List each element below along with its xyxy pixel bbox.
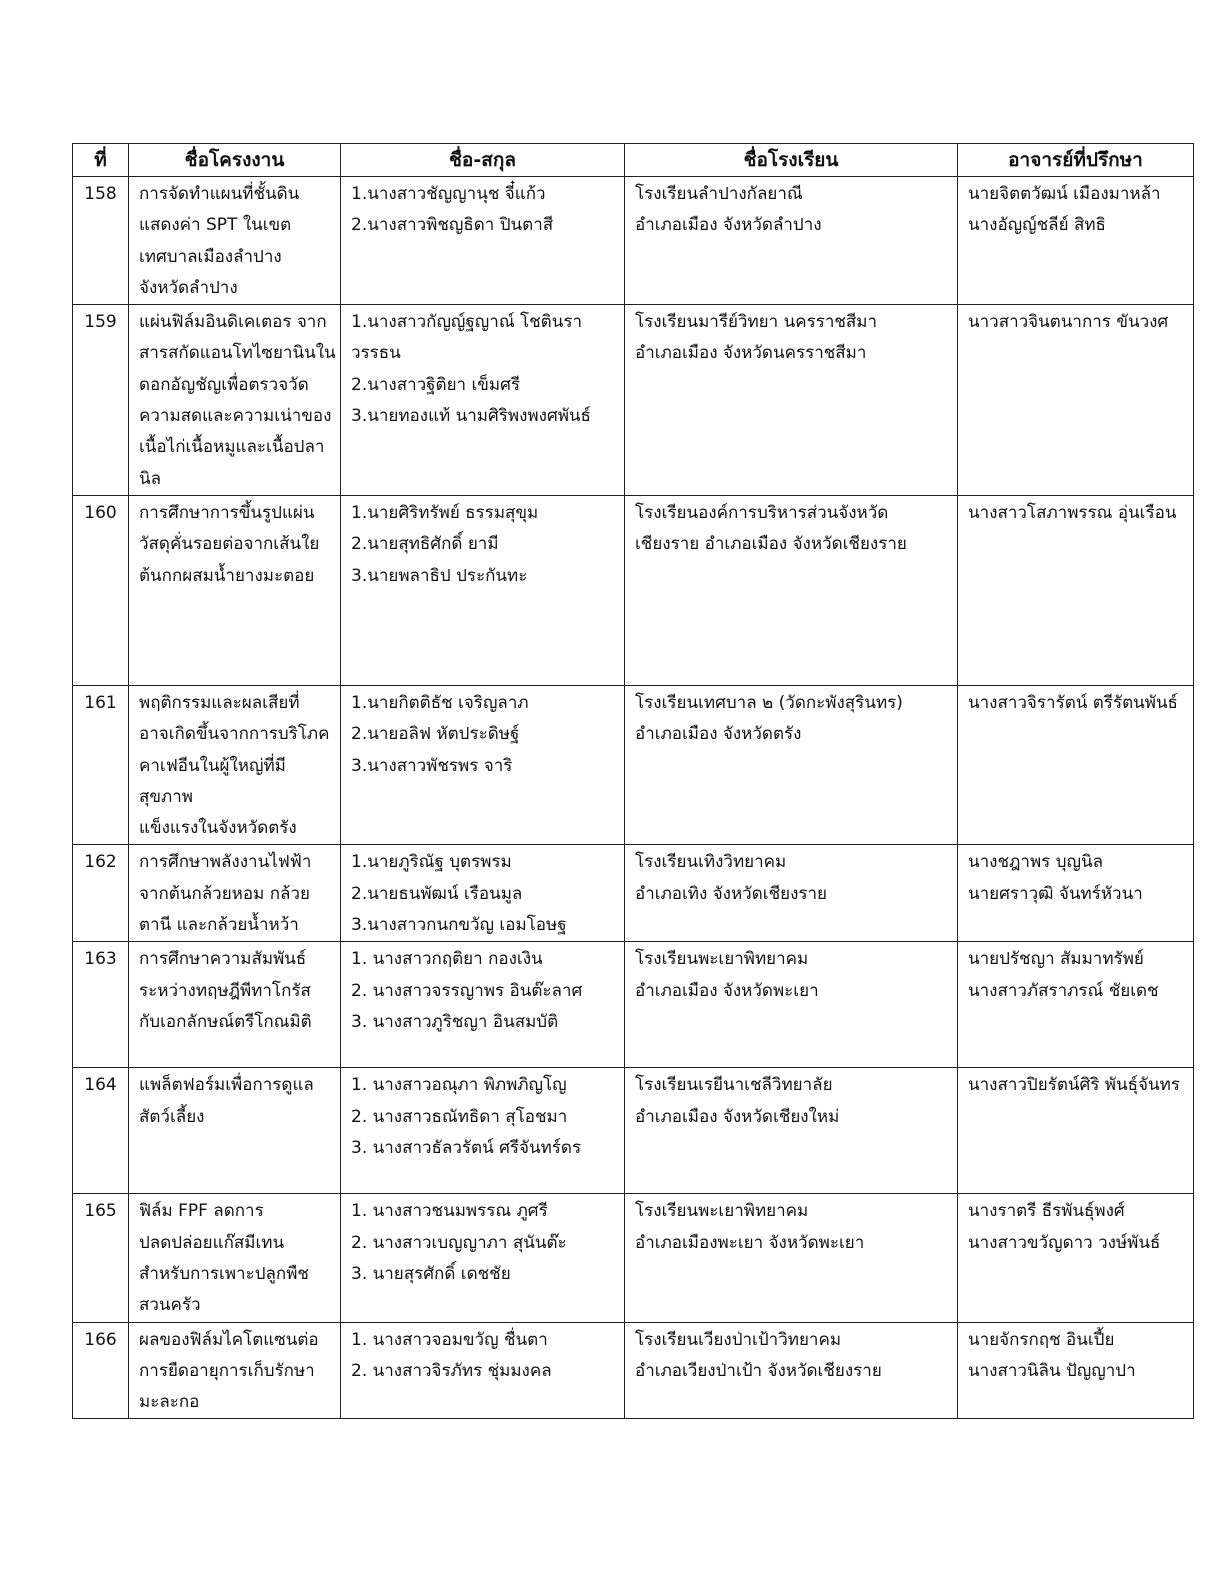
school-cell bbox=[625, 685, 958, 844]
project-line: แผ่นฟิล์มอินดิเคเตอร จาก bbox=[139, 312, 327, 333]
row-number: 166 bbox=[73, 1322, 129, 1419]
row-number: 158 bbox=[73, 177, 129, 305]
advisor-line: นาวสาวจินตนาการ ขันวงศ bbox=[968, 312, 1169, 333]
school-cell bbox=[625, 1322, 958, 1419]
names-line: 2. นางสาวจรรญาพร อินต๊ะลาศ bbox=[351, 980, 583, 1001]
row-number: 161 bbox=[73, 685, 129, 844]
school-cell bbox=[625, 177, 958, 305]
school-line: อำเภอเทิง จังหวัดเชียงราย bbox=[635, 883, 828, 904]
project-cell bbox=[129, 845, 341, 942]
project-line: พฤติกรรมและผลเสียที่ bbox=[139, 692, 300, 713]
names-line: 1.นายกิตติธัช เจริญลาภ bbox=[351, 692, 529, 713]
project-line: จังหวัดลำปาง bbox=[139, 277, 238, 298]
names-cell bbox=[341, 177, 625, 305]
table-row bbox=[73, 1322, 1194, 1419]
advisor-cell bbox=[958, 177, 1194, 305]
advisor-line: นางสาวภัสราภรณ์ ชัยเดช bbox=[968, 980, 1159, 1001]
table-row bbox=[73, 845, 1194, 942]
project-line: สัตว์เลี้ยง bbox=[139, 1106, 205, 1127]
names-line: 3.นายพลาธิป ประกันทะ bbox=[351, 565, 528, 586]
advisor-cell bbox=[958, 942, 1194, 1068]
table-body bbox=[73, 177, 1194, 1419]
school-line: เชียงราย อำเภอเมือง จังหวัดเชียงราย bbox=[635, 534, 907, 555]
project-cell bbox=[129, 1194, 341, 1322]
school-cell bbox=[625, 942, 958, 1068]
names-line: วรรธน bbox=[351, 343, 401, 364]
header-school: ชื่อโรงเรียน bbox=[625, 144, 958, 177]
project-line: ฟิล์ม FPF ลดการ bbox=[139, 1201, 264, 1222]
project-line: ผลของฟิล์มไคโตแซนต่อ bbox=[139, 1329, 319, 1350]
names-cell bbox=[341, 1194, 625, 1322]
school-line: โรงเรียนเทิงวิทยาคม bbox=[635, 852, 787, 873]
names-line: 1. นางสาวจอมขวัญ ชื่นตา bbox=[351, 1329, 548, 1350]
project-line: แข็งแรงในจังหวัดตรัง bbox=[139, 818, 297, 839]
project-cell bbox=[129, 1322, 341, 1419]
row-number: 160 bbox=[73, 495, 129, 685]
advisor-line: นายศราวุฒิ จันทร์หัวนา bbox=[968, 883, 1143, 904]
names-line: 2. นางสาวจิรภัทร ชุ่มมงคล bbox=[351, 1360, 552, 1381]
project-line: การศึกษาพลังงานไฟฟ้า bbox=[139, 852, 312, 873]
project-cell bbox=[129, 305, 341, 496]
project-line: กับเอกลักษณ์ตรีโกณมิติ bbox=[139, 1011, 312, 1032]
school-line: อำเภอเวียงป่าเป้า จังหวัดเชียงราย bbox=[635, 1360, 882, 1381]
project-line: นิล bbox=[139, 468, 162, 489]
names-line: 1.นางสาวชัญญานุช จี๋แก้ว bbox=[351, 184, 546, 204]
names-line: 2.นายสุทธิศักดิ์ ยามี bbox=[351, 534, 499, 555]
advisor-cell bbox=[958, 495, 1194, 685]
school-line: อำเภอเมือง จังหวัดเชียงใหม่ bbox=[635, 1106, 840, 1127]
project-line: ระหว่างทฤษฎีพีทาโกรัส bbox=[139, 980, 311, 1001]
project-line: อาจเกิดขึ้นจากการบริโภค bbox=[139, 724, 330, 745]
project-line: ดอกอัญชัญเพื่อตรวจวัด bbox=[139, 374, 309, 395]
school-line: โรงเรียนพะเยาพิทยาคม bbox=[635, 949, 809, 970]
project-line: เทศบาลเมืองลำปาง bbox=[139, 246, 282, 267]
header-advisor: อาจารย์ที่ปรึกษา bbox=[958, 144, 1194, 177]
school-cell bbox=[625, 1194, 958, 1322]
names-line: 2.นายธนพัฒน์ เรือนมูล bbox=[351, 883, 523, 904]
names-line: 2. นางสาวธณัทธิดา สุโอชมา bbox=[351, 1106, 568, 1127]
row-number: 165 bbox=[73, 1194, 129, 1322]
project-cell bbox=[129, 942, 341, 1068]
names-line: 3.นางสาวกนกขวัญ เอมโอษฐ bbox=[351, 915, 567, 936]
names-line: 3.นายทองแท้ นามศิริพงพงศพันธ์ bbox=[351, 406, 591, 427]
names-line: 3.นางสาวพัชรพร จาริ bbox=[351, 755, 513, 776]
advisor-cell bbox=[958, 845, 1194, 942]
project-cell bbox=[129, 1068, 341, 1194]
project-cell bbox=[129, 177, 341, 305]
names-line: 2.นางสาวพิชญธิดา ปินตาสี bbox=[351, 215, 554, 236]
row-number: 159 bbox=[73, 305, 129, 496]
project-cell bbox=[129, 685, 341, 844]
advisor-line: นางราตรี ธีรพันธุ์พงศ์ bbox=[968, 1201, 1125, 1222]
project-line: เนื้อไก่เนื้อหมูและเนื้อปลา bbox=[139, 437, 325, 458]
advisor-line: นายปรัชญา สัมมาทรัพย์ bbox=[968, 949, 1144, 970]
names-line: 2. นางสาวเบญญาภา สุนันต๊ะ bbox=[351, 1232, 567, 1253]
names-line: 1. นางสาวกฤติยา กองเงิน bbox=[351, 949, 543, 970]
project-line: จากต้นกล้วยหอม กล้วย bbox=[139, 883, 310, 904]
school-cell bbox=[625, 845, 958, 942]
advisor-line: นายจักรกฤช อินเปี้ย bbox=[968, 1329, 1115, 1350]
names-line: 1. นางสาวชนมพรรณ ภูศรี bbox=[351, 1201, 548, 1222]
names-line: 2.นายอลิฟ หัตประดิษฐ์ bbox=[351, 724, 520, 745]
names-cell bbox=[341, 685, 625, 844]
project-line: มะละกอ bbox=[139, 1392, 200, 1413]
school-line: อำเภอเมือง จังหวัดลำปาง bbox=[635, 215, 822, 236]
header-no: ที่ bbox=[73, 144, 129, 177]
project-cell bbox=[129, 495, 341, 685]
advisor-cell bbox=[958, 1068, 1194, 1194]
names-line: 1.นายภูริณัฐ บุตรพรม bbox=[351, 852, 512, 873]
advisor-line: นายจิตตวัฒน์ เมืองมาหล้า bbox=[968, 184, 1161, 204]
header-names: ชื่อ-สกุล bbox=[341, 144, 625, 177]
project-line: แสดงค่า SPT ในเขต bbox=[139, 215, 292, 236]
school-cell bbox=[625, 305, 958, 496]
names-cell bbox=[341, 1068, 625, 1194]
header-project: ชื่อโครงงาน bbox=[129, 144, 341, 177]
advisor-line: นางสาวขวัญดาว วงษ์พันธ์ bbox=[968, 1232, 1161, 1253]
project-line: คาเฟอีนในผู้ใหญ่ที่มี bbox=[139, 755, 286, 776]
project-line: ตานี และกล้วยน้ำหว้า bbox=[139, 915, 299, 936]
names-line: 2.นางสาวฐิติยา เข็มศรี bbox=[351, 374, 521, 395]
project-line: สำหรับการเพาะปลูกพืช bbox=[139, 1263, 309, 1284]
advisor-line: นางสาวนิลิน ปัญญาปา bbox=[968, 1360, 1136, 1381]
school-line: อำเภอเมืองพะเยา จังหวัดพะเยา bbox=[635, 1232, 865, 1253]
table-row bbox=[73, 942, 1194, 1068]
names-line: 1.นายศิริทรัพย์ ธรรมสุขุม bbox=[351, 502, 539, 523]
school-cell bbox=[625, 1068, 958, 1194]
advisor-cell bbox=[958, 685, 1194, 844]
school-line: โรงเรียนองค์การบริหารส่วนจังหวัด bbox=[635, 502, 889, 523]
names-cell bbox=[341, 1322, 625, 1419]
names-line: 3. นางสาวภูริชญา อินสมบัติ bbox=[351, 1011, 559, 1032]
school-cell bbox=[625, 495, 958, 685]
row-number: 163 bbox=[73, 942, 129, 1068]
project-line: วัสดุคั่นรอยต่อจากเส้นใย bbox=[139, 534, 320, 555]
row-number: 164 bbox=[73, 1068, 129, 1194]
table-row bbox=[73, 177, 1194, 305]
school-line: อำเภอเมือง จังหวัดนครราชสีมา bbox=[635, 343, 867, 364]
table-row bbox=[73, 305, 1194, 496]
project-line: การศึกษาความสัมพันธ์ bbox=[139, 949, 307, 970]
project-line: สุขภาพ bbox=[139, 786, 193, 807]
advisor-line: นางสาวจิรารัตน์ ตรีรัตนพันธ์ bbox=[968, 692, 1178, 713]
table-row bbox=[73, 685, 1194, 844]
names-cell bbox=[341, 305, 625, 496]
advisor-cell bbox=[958, 1322, 1194, 1419]
project-line: แพล็ตฟอร์มเพื่อการดูแล bbox=[139, 1075, 314, 1096]
advisor-cell bbox=[958, 305, 1194, 496]
school-line: อำเภอเมือง จังหวัดพะเยา bbox=[635, 980, 819, 1001]
names-cell bbox=[341, 495, 625, 685]
project-line: ปลดปล่อยแก๊สมีเทน bbox=[139, 1232, 285, 1253]
school-line: โรงเรียนเวียงป่าเป้าวิทยาคม bbox=[635, 1329, 842, 1350]
project-line: การจัดทำแผนที่ชั้นดิน bbox=[139, 184, 300, 204]
advisor-line: นางสาวปิยรัตน์ศิริ พันธุ์จันทร bbox=[968, 1075, 1180, 1096]
project-line: การศึกษาการขึ้นรูปแผ่น bbox=[139, 502, 315, 523]
names-line: 1. นางสาวอณุภา พิภพภิญโญ bbox=[351, 1075, 567, 1096]
header-row bbox=[73, 144, 1194, 177]
row-number: 162 bbox=[73, 845, 129, 942]
school-line: โรงเรียนพะเยาพิทยาคม bbox=[635, 1201, 809, 1222]
project-line: การยืดอายุการเก็บรักษา bbox=[139, 1360, 315, 1381]
advisor-line: นางชฎาพร บุญนิล bbox=[968, 852, 1104, 873]
projects-table bbox=[72, 143, 1194, 1419]
table-row bbox=[73, 1068, 1194, 1194]
advisor-line: นางอัญญ์ชลีย์ สิทธิ bbox=[968, 215, 1106, 236]
names-line: 3. นางสาวธัลวรัตน์ ศรีจันทร์ดร bbox=[351, 1137, 582, 1158]
project-line: สารสกัดแอนโทไซยานินใน bbox=[139, 343, 336, 364]
advisor-cell bbox=[958, 1194, 1194, 1322]
table-row bbox=[73, 1194, 1194, 1322]
project-line: ความสดและความเน่าของ bbox=[139, 406, 332, 427]
names-cell bbox=[341, 942, 625, 1068]
school-line: อำเภอเมือง จังหวัดตรัง bbox=[635, 724, 802, 745]
advisor-line: นางสาวโสภาพรรณ อุ่นเรือน bbox=[968, 502, 1177, 523]
names-line: 3. นายสุรศักดิ์ เดชชัย bbox=[351, 1263, 511, 1284]
names-line: 1.นางสาวกัญญ์ฐญาณ์ โชตินรา bbox=[351, 312, 583, 333]
project-line: สวนครัว bbox=[139, 1295, 201, 1316]
school-line: โรงเรียนเทศบาล ๒ (วัดกะพังสุรินทร) bbox=[635, 692, 903, 713]
school-line: โรงเรียนเรยีนาเชลีวิทยาลัย bbox=[635, 1075, 833, 1096]
school-line: โรงเรียนมารีย์วิทยา นครราชสีมา bbox=[635, 312, 878, 333]
names-cell bbox=[341, 845, 625, 942]
table-row bbox=[73, 495, 1194, 685]
school-line: โรงเรียนลำปางกัลยาณี bbox=[635, 184, 803, 204]
project-line: ต้นกกผสมน้ำยางมะตอย bbox=[139, 565, 315, 586]
